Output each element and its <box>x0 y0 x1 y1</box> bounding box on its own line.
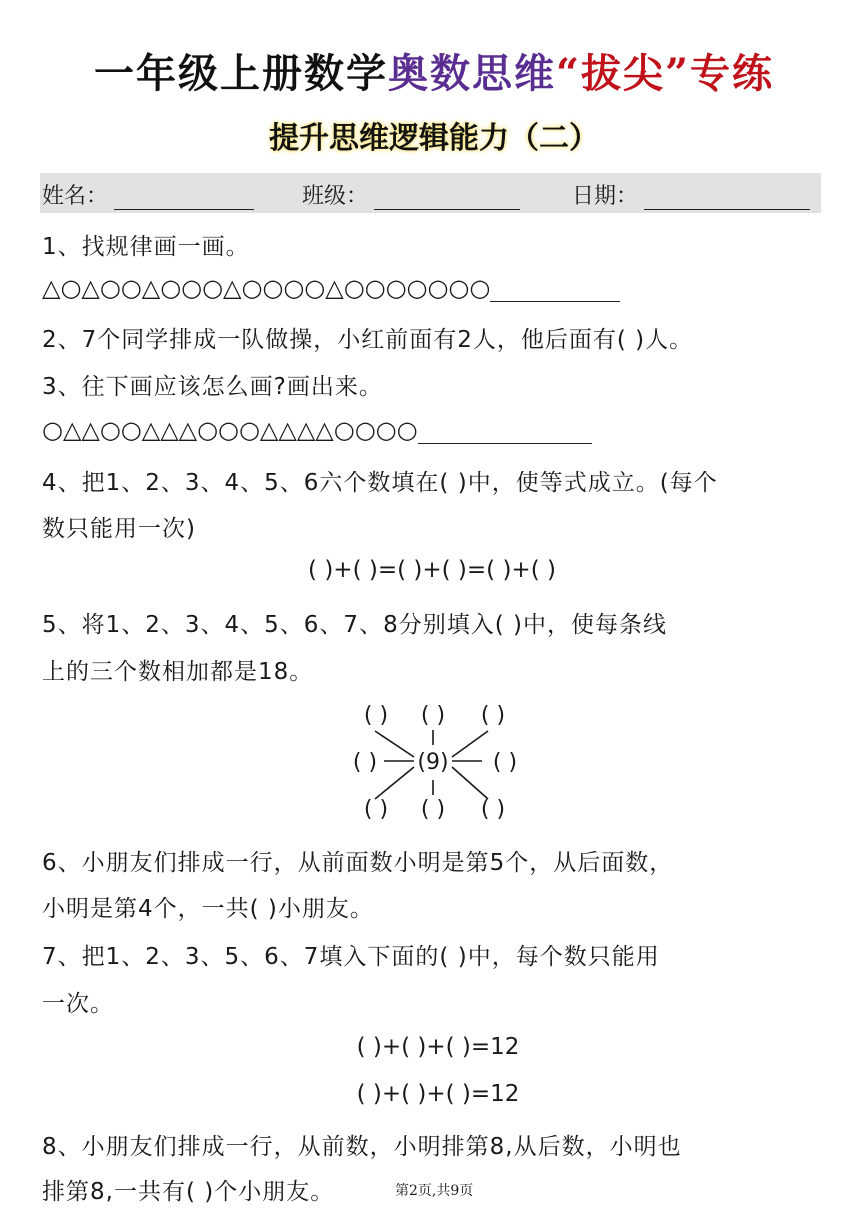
center-value: (9) <box>417 750 449 775</box>
title-grade: 一年级上册数学 <box>93 50 388 97</box>
paren-bottom-right: ( ) <box>480 797 506 822</box>
paren-bottom-middle: ( ) <box>420 797 446 822</box>
paren-middle-left: ( ) <box>352 750 378 775</box>
question-4-equation: ( )+( )=( )+( )=( )+( ) <box>308 557 556 583</box>
shape-sequence-3: ○△△○○△△△○○○△△△△○○○○ <box>42 416 418 444</box>
paren-bottom-left: ( ) <box>363 797 389 822</box>
name-field <box>42 179 254 210</box>
question-5-line-1: 5、将1、2、3、4、5、6、7、8分别填入( )中，使每条线 <box>42 612 667 638</box>
title-topic: 奥数思维 <box>387 50 556 97</box>
question-8-line-1: 8、小朋友们排成一行，从前数，小明排第8,从后数，小明也 <box>42 1134 682 1160</box>
line-diagonal-top-left <box>375 731 414 757</box>
paren-middle-right: ( ) <box>492 750 518 775</box>
question-6-line-2: 小明是第4个，一共( )小朋友。 <box>42 896 374 922</box>
question-6-line-1: 6、小朋友们排成一行，从前面数小明是第5个，从后面数， <box>42 850 674 876</box>
paren-top-left: ( ) <box>363 703 389 728</box>
worksheet-title <box>0 42 868 99</box>
title-highlight: “拔尖”专练 <box>555 50 774 97</box>
question-7-equation-1: ( )+( )+( )=12 <box>356 1034 520 1060</box>
question-3: 3、往下画应该怎么画?画出来。 <box>42 374 383 400</box>
page-number: 第2页,共9页 <box>395 1183 474 1199</box>
answer-blank-3 <box>418 421 592 444</box>
question-7-line-2: 一次。 <box>42 991 114 1017</box>
answer-blank-1 <box>490 279 620 302</box>
student-info-bar <box>40 173 821 213</box>
question-7-line-1: 7、把1、2、3、5、6、7填入下面的( )中，每个数只能用 <box>42 944 660 970</box>
question-3-sequence <box>42 416 592 444</box>
name-label: 姓名： <box>42 184 109 209</box>
number-star-diagram <box>330 695 530 830</box>
paren-top-right: ( ) <box>480 703 506 728</box>
question-8-line-2: 排第8,一共有( )个小朋友。 <box>42 1179 335 1205</box>
class-blank <box>374 187 520 210</box>
question-1-sequence <box>42 274 620 302</box>
date-label: 日期： <box>572 184 639 209</box>
question-4-line-1: 4、把1、2、3、4、5、6六个数填在( )中，使等式成立。(每个 <box>42 470 718 496</box>
worksheet-subtitle: 提升思维逻辑能力（二） <box>269 121 599 156</box>
question-4-line-2: 数只能用一次) <box>42 516 196 542</box>
date-field <box>572 179 810 210</box>
question-7-equation-2: ( )+( )+( )=12 <box>356 1081 520 1107</box>
shape-sequence-1: △○△○○△○○○△○○○○△○○○○○○○ <box>42 274 491 302</box>
line-diagonal-bottom-right <box>452 767 488 799</box>
class-field <box>302 179 520 210</box>
line-diagonal-bottom-left <box>375 767 414 799</box>
question-5-line-2: 上的三个数相加都是18。 <box>42 659 314 685</box>
question-1: 1、找规律画一画。 <box>42 234 250 260</box>
date-blank <box>644 187 810 210</box>
name-blank <box>114 187 254 210</box>
paren-top-middle: ( ) <box>420 703 446 728</box>
question-2: 2、7个同学排成一队做操，小红前面有2人，他后面有( )人。 <box>42 327 694 353</box>
line-diagonal-top-right <box>452 731 488 757</box>
class-label: 班级： <box>302 184 369 209</box>
